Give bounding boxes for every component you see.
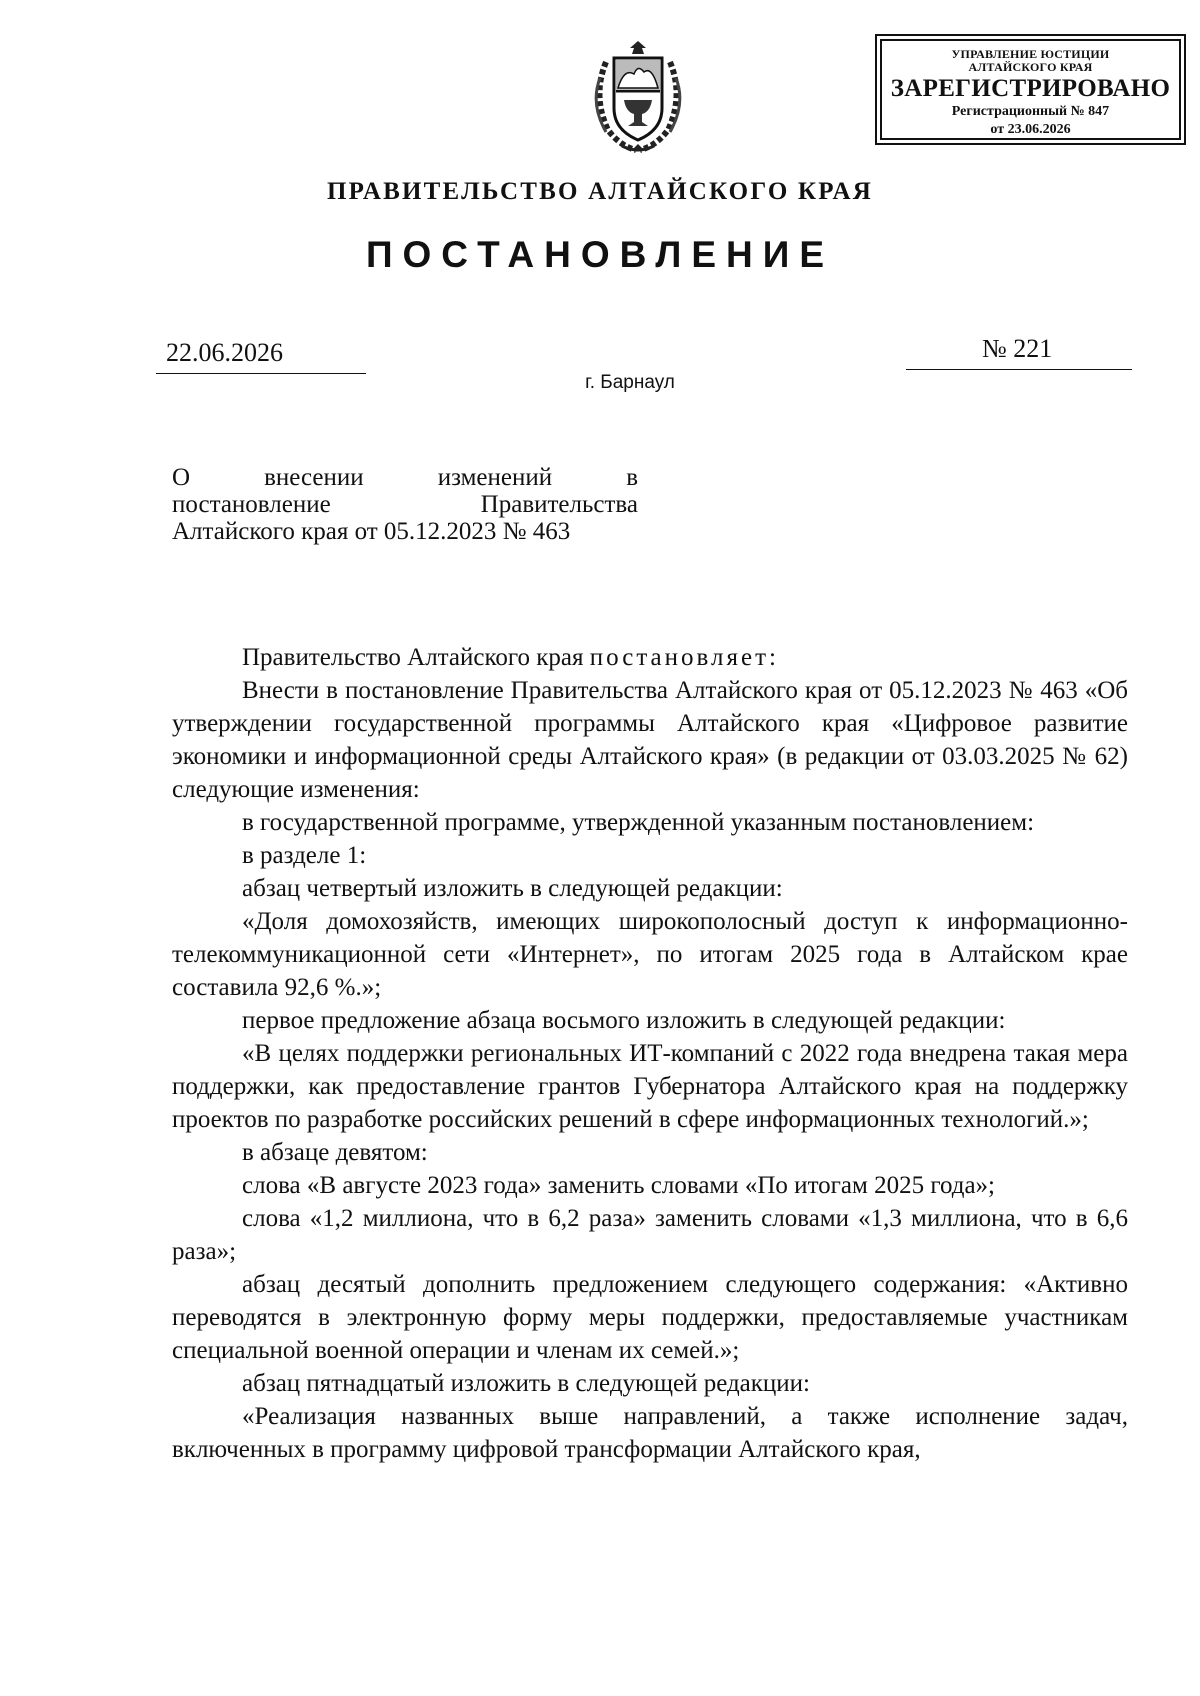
stamp-reg-number: Регистрационный № 847: [951, 104, 1110, 119]
body-paragraph: в государственной программе, утвержденной указанным постановлением:: [242, 809, 1035, 836]
body-paragraph: абзац десятый дополнить предложением следующего содержания: «Активно переводятся в электронную форму меры поддержки, предоставляемые участникам специальной военной операции и членам их семей.»;: [172, 1271, 1128, 1364]
body-paragraph: «В целях поддержки региональных ИТ-компаний с 2022 года внедрена такая мера поддержки, как предоставление грантов Губернатора Алтайского края на поддержку проектов по разработке российских решений в сфере информационных технологий.»;: [172, 1040, 1128, 1133]
body-paragraph: абзац пятнадцатый изложить в следующей редакции:: [242, 1370, 811, 1397]
body-paragraph: слова «1,2 миллиона, что в 6,2 раза» заменить словами «1,3 миллиона, что в 6,6 раза»;: [172, 1205, 1128, 1265]
document-subject: [172, 464, 638, 545]
body-paragraph: в абзаце девятом:: [242, 1139, 428, 1166]
body-paragraph: «Реализация названных выше направлений, а также исполнение задач, включенных в программу цифровой трансформации Алтайского края,: [172, 1403, 1128, 1463]
subject-line: О внесении изменений в: [172, 464, 638, 491]
coat-of-arms-emblem: [578, 38, 698, 156]
document-type: ПОСТАНОВЛЕНИЕ: [365, 234, 835, 275]
body-paragraph: первое предложение абзаца восьмого изложить в следующей редакции:: [242, 1007, 1006, 1034]
stamp-status: ЗАРЕГИСТРИРОВАНО: [890, 75, 1171, 102]
document-date: 22.06.2026: [166, 338, 283, 367]
body-paragraph: «Доля домохозяйств, имеющих широкополосный доступ к информационно-телекоммуникационной сети «Интернет», по итогам 2025 года в Алтайском крае составила 92,6 %.»;: [172, 908, 1128, 1001]
stamp-reg-date: от 23.06.2026: [990, 122, 1071, 137]
government-title: ПРАВИТЕЛЬСТВО АЛТАЙСКОГО КРАЯ: [326, 178, 874, 205]
subject-line: постановление Правительства: [172, 491, 638, 518]
document-body: [172, 641, 1128, 1466]
body-paragraph: Правительство Алтайского края постановляет:: [242, 644, 776, 671]
document-number: № 221: [982, 334, 1053, 363]
body-paragraph: Внести в постановление Правительства Алтайского края от 05.12.2023 № 463 «Об утверждении государственной программы Алтайского края «Цифровое развитие экономики и информационной среды Алтайского края» (в редакции от 03.03.2025 № 62) следующие изменения:: [172, 677, 1128, 803]
body-paragraph: абзац четвертый изложить в следующей редакции:: [242, 875, 783, 902]
stamp-agency: УПРАВЛЕНИЕ ЮСТИЦИИ АЛТАЙСКОГО КРАЯ: [951, 47, 1110, 74]
subject-line: Алтайского края от 05.12.2023 № 463: [172, 518, 571, 545]
body-paragraph: в разделе 1:: [242, 842, 367, 869]
body-paragraph: слова «В августе 2023 года» заменить словами «По итогам 2025 года»;: [242, 1172, 996, 1199]
emphasized-verb: постановляет: [589, 644, 769, 671]
registration-stamp: [875, 34, 1186, 145]
city: г. Барнаул: [585, 372, 675, 393]
